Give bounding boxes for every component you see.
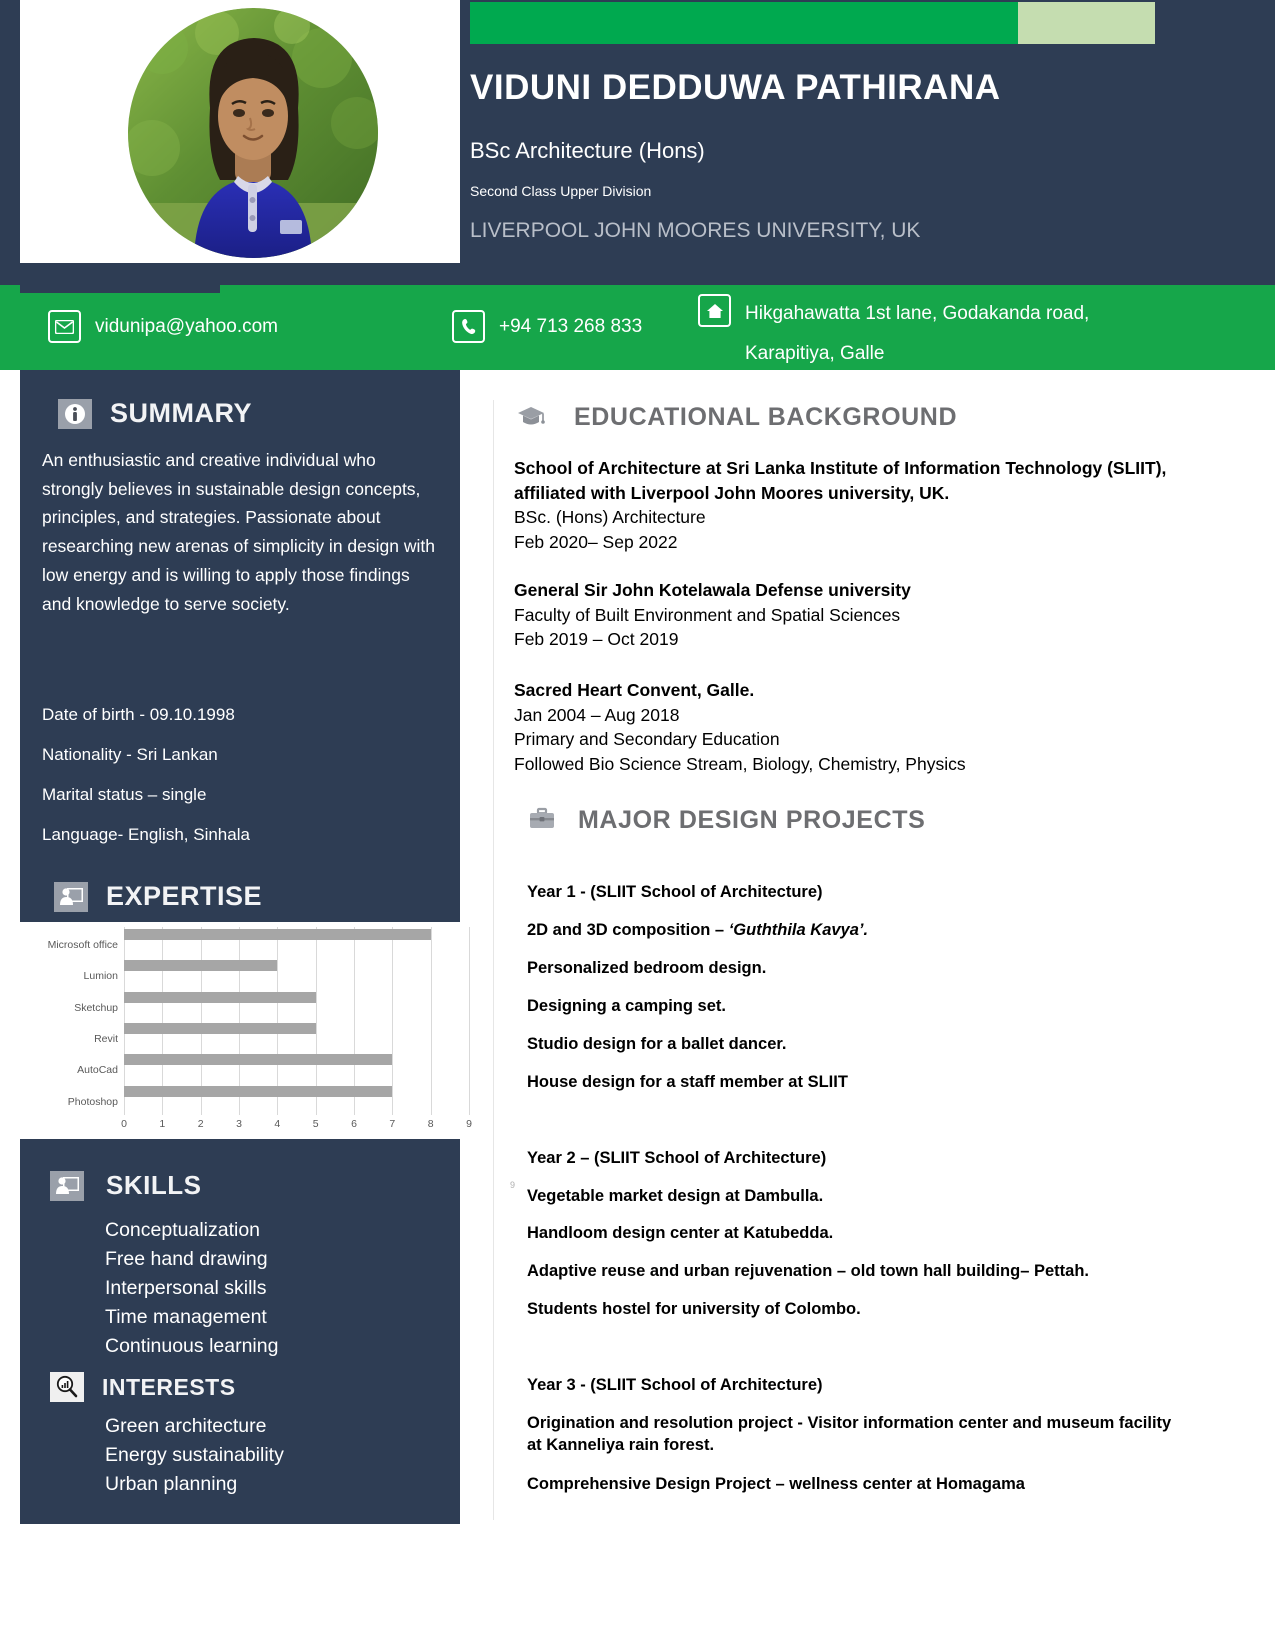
chart-tick-label: 9 [466, 1118, 472, 1130]
project-item: Adaptive reuse and urban rejuvenation – old town hall building– Pettah. [527, 1262, 1089, 1280]
expertise-title: EXPERTISE [106, 881, 263, 911]
profile-photo-illustration [122, 8, 384, 258]
list-item: Free hand drawing [105, 1248, 268, 1270]
project-item: Comprehensive Design Project – wellness center at Homagama [527, 1475, 1025, 1493]
project-item: Designing a camping set. [527, 997, 726, 1015]
list-item: Nationality - Sri Lankan [42, 745, 218, 764]
list-item: Green architecture [105, 1415, 267, 1437]
presenter-icon [50, 1171, 84, 1201]
presenter-icon [54, 882, 88, 912]
header-green-accent-bar [470, 2, 1018, 44]
project-item: Students hostel for university of Colombo. [527, 1300, 861, 1318]
projects-title: MAJOR DESIGN PROJECTS [578, 806, 926, 834]
chart-tick-label: 2 [197, 1118, 204, 1130]
interests-list [105, 1412, 284, 1499]
education-institution: General Sir John Kotelawala Defense university [514, 580, 911, 600]
chart-bar [124, 929, 431, 940]
education-entry [514, 678, 1194, 777]
projects-section-header [528, 806, 925, 835]
list-item: Interpersonal skills [105, 1277, 267, 1299]
chart-tick-label: 5 [312, 1118, 319, 1130]
contact-email-text: vidunipa@yahoo.com [95, 316, 279, 337]
chart-bar-row [124, 990, 469, 1021]
summary-body-text: An enthusiastic and creative individual who strongly believes in sustainable design concepts, principles, and strategies. Passionate about researching new arenas of simplicity in design with low energy and is willing to apply those findings and knowledge to serve society. [42, 450, 435, 614]
contact-address-line1: Hikgahawatta 1st lane, Godakanda road, [745, 303, 1090, 324]
chart-plot-area [124, 927, 469, 1115]
magnifier-chart-icon [50, 1372, 84, 1402]
chart-category-label: Microsoft office [47, 939, 118, 951]
education-entry [514, 578, 1194, 652]
interests-section-header [50, 1372, 236, 1402]
education-title: EDUCATIONAL BACKGROUND [574, 403, 958, 431]
chart-tick-label: 8 [427, 1118, 434, 1130]
skills-list [105, 1216, 278, 1361]
contact-bar-notch [20, 285, 220, 293]
chart-category-label: Sketchup [74, 1001, 118, 1014]
project-item: Origination and resolution project - Visitor information center and museum facility at Kanneliya rain forest. [527, 1414, 1172, 1454]
projects-year2-heading: Year 2 – (SLIIT School of Architecture) [527, 1149, 827, 1167]
chart-category-label: Photoshop [67, 1095, 118, 1108]
envelope-icon [48, 310, 81, 343]
education-detail: Jan 2004 – Aug 2018 [514, 704, 680, 725]
chart-gridline [469, 927, 470, 1115]
education-section-header [516, 403, 957, 432]
list-item: Time management [105, 1306, 267, 1328]
page-title: VIDUNI DEDDUWA PATHIRANA [470, 68, 1001, 107]
list-item: Marital status – single [42, 785, 207, 804]
project-item: Vegetable market design at Dambulla. [527, 1187, 824, 1205]
chart-category-label: Revit [94, 1033, 118, 1045]
contact-address-line2: Karapitiya, Galle [745, 343, 885, 364]
chart-bar-row [124, 1084, 469, 1115]
home-icon [698, 294, 731, 327]
project-item: Handloom design center at Katubedda. [527, 1224, 834, 1242]
chart-bar [124, 1086, 392, 1097]
project-item: House design for a staff member at SLIIT [527, 1073, 848, 1091]
project-item-text: 2D and 3D composition – [527, 921, 729, 939]
skills-section-header [50, 1170, 201, 1201]
graduation-cap-icon [516, 404, 546, 432]
education-detail: Faculty of Built Environment and Spatial Sciences [514, 604, 901, 625]
list-item: Conceptualization [105, 1219, 261, 1241]
chart-bar [124, 960, 277, 971]
chart-bar-row [124, 1021, 469, 1052]
interests-title: INTERESTS [102, 1373, 236, 1400]
chart-bar [124, 992, 316, 1003]
summary-section-header [58, 398, 252, 429]
division-subtitle: Second Class Upper Division [470, 183, 652, 199]
header-light-green-accent-bar [1018, 2, 1155, 44]
chart-bar-row [124, 1052, 469, 1083]
phone-icon [452, 310, 485, 343]
education-institution: School of Architecture at Sri Lanka Institute of Information Technology (SLIIT), affiliated with Liverpool John Moores university, UK. [514, 458, 1167, 503]
project-item [527, 919, 1187, 941]
chart-bar [124, 1054, 392, 1065]
chart-tick-label: 3 [236, 1118, 242, 1130]
contact-address-text [745, 294, 1175, 374]
projects-year1-heading: Year 1 - (SLIIT School of Architecture) [527, 883, 823, 901]
list-item: Continuous learning [105, 1335, 279, 1357]
contact-phone[interactable] [452, 310, 642, 343]
education-entry [514, 456, 1194, 555]
chart-tick-label: 1 [159, 1118, 166, 1130]
briefcase-icon [528, 807, 558, 835]
education-detail: BSc. (Hons) Architecture [514, 507, 706, 528]
chart-tick-label: 7 [389, 1118, 396, 1130]
education-detail: Feb 2019 – Oct 2019 [514, 629, 679, 650]
list-item: Date of birth - 09.10.1998 [42, 705, 235, 724]
project-item: Personalized bedroom design. [527, 959, 767, 977]
avatar [122, 8, 384, 258]
contact-address[interactable] [698, 294, 1175, 374]
project-item-emphasis: ‘Guththila Kavya’. [728, 921, 869, 939]
chart-category-label: Lumion [83, 970, 118, 983]
chart-category-label: AutoCad [77, 1064, 118, 1077]
projects-year3-heading: Year 3 - (SLIIT School of Architecture) [527, 1376, 823, 1394]
list-item: Urban planning [105, 1473, 238, 1495]
chart-bar-row [124, 958, 469, 989]
chart-bar-row [124, 927, 469, 958]
summary-title: SUMMARY [110, 398, 252, 428]
education-detail: Feb 2020– Sep 2022 [514, 532, 678, 553]
university-subtitle: LIVERPOOL JOHN MOORES UNIVERSITY, UK [470, 219, 921, 242]
chart-tick-label: 4 [274, 1118, 281, 1130]
contact-email[interactable] [48, 310, 278, 343]
header-banner [0, 0, 1275, 285]
column-divider [493, 400, 494, 1520]
list-item: Language- English, Sinhala [42, 825, 250, 844]
expertise-section-header [54, 881, 262, 912]
contact-phone-text: +94 713 268 833 [499, 316, 643, 337]
degree-subtitle: BSc Architecture (Hons) [470, 138, 705, 163]
expertise-chart [20, 922, 500, 1139]
list-item: Energy sustainability [105, 1444, 284, 1466]
project-item: Studio design for a ballet dancer. [527, 1035, 787, 1053]
personal-details-list [42, 705, 440, 865]
page-number: 9 [510, 1180, 516, 1190]
chart-tick-label: 0 [121, 1118, 127, 1130]
info-icon [58, 399, 92, 429]
chart-tick-label: 6 [351, 1118, 357, 1130]
education-institution: Sacred Heart Convent, Galle. [514, 680, 755, 700]
chart-bar [124, 1023, 316, 1034]
education-detail: Followed Bio Science Stream, Biology, Chemistry, Physics [514, 754, 966, 775]
skills-title: SKILLS [106, 1170, 202, 1200]
education-detail: Primary and Secondary Education [514, 729, 780, 750]
